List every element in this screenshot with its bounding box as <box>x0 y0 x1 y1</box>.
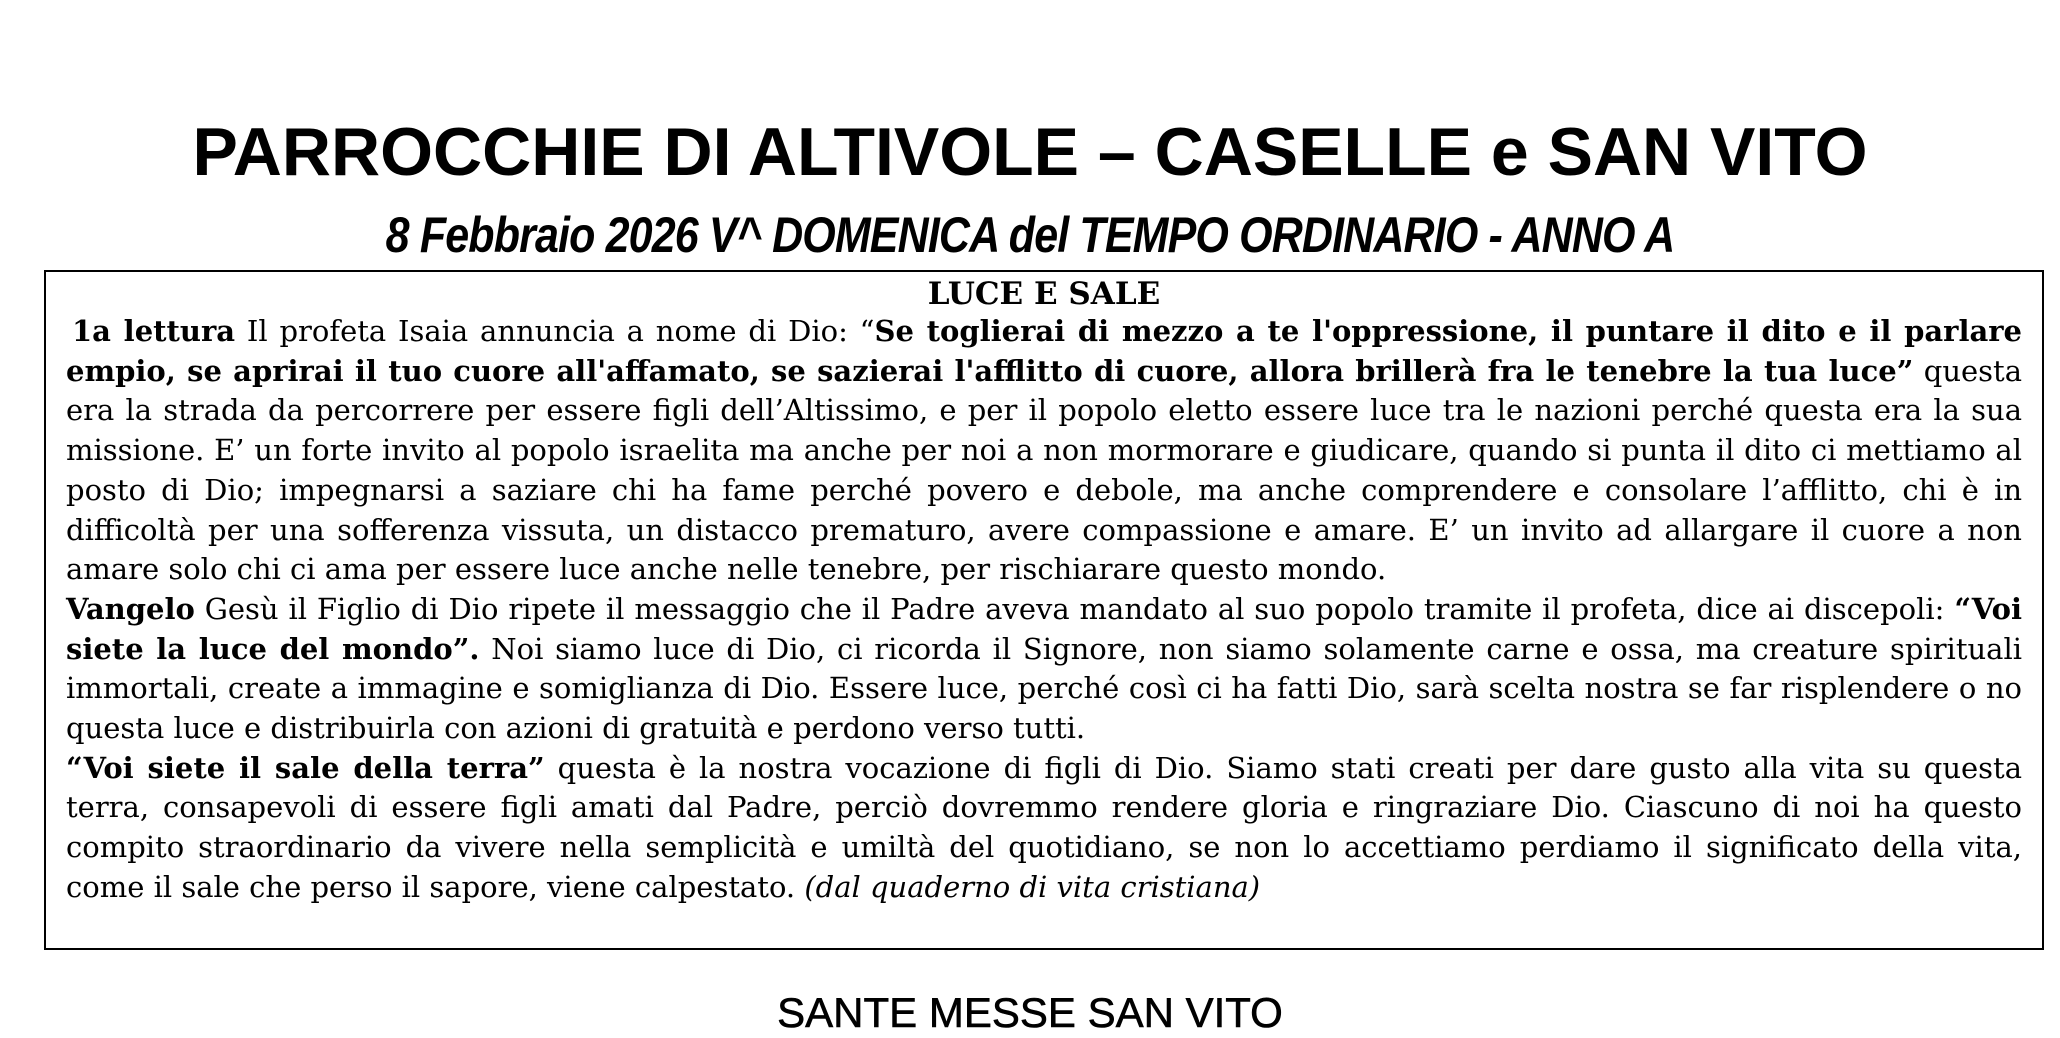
salt-text: questa è la nostra vocazione di figli di Dio. Siamo stati creati per dare gusto alla vita su questa terra, consapevoli di essere figli amati dal Padre, perciò dovremmo rendere gloria e ringraziare Dio. Ciascuno di noi ha questo compito straordinario da vivere nella semplicità e umiltà del quotidiano, se non lo accettiamo perdiamo il significato della vita, come il sale che perso il sapore, viene calpestato. <box>66 750 2022 904</box>
article-heading: LUCE E SALE <box>927 276 1161 312</box>
first-reading-intro: Il profeta Isaia annuncia a nome di Dio: “ <box>235 314 875 348</box>
paragraph-first-reading <box>66 312 2022 590</box>
article-box <box>44 270 2044 950</box>
paragraph-gospel <box>66 590 2022 749</box>
salt-quote: “Voi siete il sale della terra” <box>66 750 545 785</box>
first-reading-text: questa era la strada da percorrere per essere figli dell’Altissimo, e per il popolo eletto essere luce tra le nazioni perché questa era la sua missione. E’ un forte invito al popolo israelita ma anche per noi a non mormorare e giudicare, quando si punta il dito ci mettiamo al posto di Dio; impegnarsi a saziare chi ha fame perché povero e debole, ma anche comprendere e consolare l’afflitto, chi è in difficoltà per una sofferenza vissuta, un distacco prematuro, avere compassione e amare. E’ un invito ad allargare il cuore a non amare solo chi ci ama per essere luce anche nelle tenebre, per rischiarare questo mondo. <box>66 353 2022 587</box>
paragraph-salt <box>66 749 2022 908</box>
gospel-intro: Gesù il Figlio di Dio ripete il messaggio che il Padre aveva mandato al suo popolo tramite il profeta, dice ai discepoli: <box>194 591 1955 626</box>
first-reading-quote: Se toglierai di mezzo a te l'oppressione, il puntare il dito e il parlare empio, se aprirai il tuo cuore all'affamato, se sazierai l'afflitto di cuore, allora brillerà fra le tenebre la tua luce” <box>66 314 2022 388</box>
section-title-masses: SANTE MESSE SAN VITO <box>777 989 1283 1036</box>
page-title: PARROCCHIE DI ALTIVOLE – CASELLE e SAN VITO <box>192 114 1868 190</box>
article-body <box>66 312 2022 908</box>
gospel-quote: “Voi siete la luce del mondo”. <box>66 591 2022 666</box>
gospel-label: Vangelo <box>66 591 195 626</box>
gospel-text: Noi siamo luce di Dio, ci ricorda il Signore, non siamo solamente carne e ossa, ma creature spirituali immortali, create a immagine e somiglianza di Dio. Essere luce, perché così ci ha fatti Dio, sarà scelta nostra se far risplendere o no questa luce e distribuirla con azioni di gratuità e perdono verso tutti. <box>66 631 2023 746</box>
first-reading-label: 1a lettura <box>72 314 236 348</box>
page-subtitle: 8 Febbraio 2026 V^ DOMENICA del TEMPO ORDINARIO - ANNO A <box>385 207 1675 263</box>
source-citation: (dal quaderno di vita cristiana) <box>804 869 1261 904</box>
